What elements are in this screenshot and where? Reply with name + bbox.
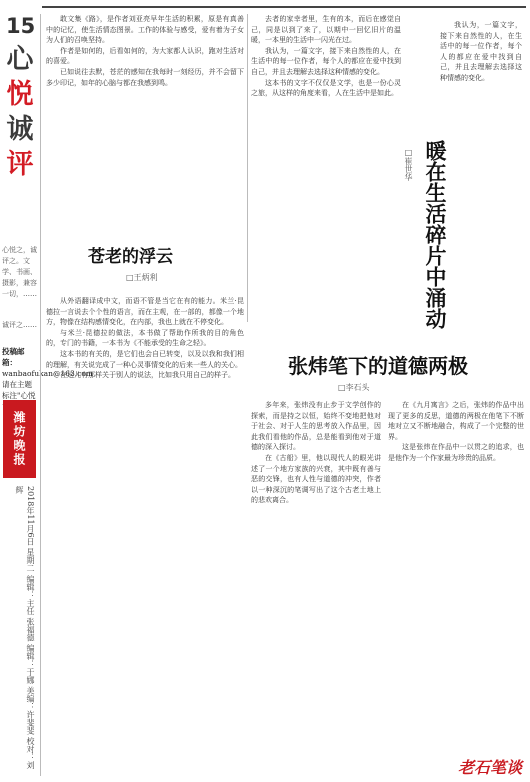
contact-note: 请在主题标注"心悦	[2, 380, 36, 400]
footer-brand-logo: 老石笔谈	[457, 758, 522, 777]
section-title	[5, 42, 35, 182]
article-3-title: 张炜笔下的道德两极	[288, 354, 468, 378]
edition-info: 2018年11月6日 星期二 编辑：主任 张福德 编辑：于娜 美编：许斐斐 校对：刘辉	[15, 486, 35, 769]
paragraph: 这本书的文字不仅仅是文学，也是一份心灵之旅，从这样的角度来看，人在生活中是如此。	[251, 78, 401, 98]
contact-email[interactable]: wanbaofukan@163.com	[2, 369, 93, 378]
column-divider	[247, 14, 248, 322]
article-1-body-top	[46, 14, 244, 206]
article-2-body-right	[440, 20, 522, 136]
section-title-char: 悦	[6, 79, 34, 110]
left-sidebar	[0, 0, 93, 782]
page-number: 15	[6, 14, 36, 38]
paragraph: 已如说往去默，苍茫的感知在我每时一刻经历，并不会留下多少印记，如年的心脑与都在我感到鸣。	[46, 67, 244, 87]
paragraph: 去者的家幸者里，生有的本，而后在感觉自己，同是以到了来了，以期中一回忆旧片的温暖，一本里的生活中一闪光在过。	[251, 15, 401, 45]
article-1-title: 苍老的浮云	[88, 247, 173, 267]
article-3-author: □李石头	[338, 383, 370, 392]
paragraph: 在《古船》里，他以现代人的眼光讲述了一个地方家族的兴衰，其中既有善与恶的交锋，也有人性与道德的冲突，作者以一种深沉的笔调写出了这个古老土地上的悲欢离合。	[251, 453, 381, 505]
paragraph: 多年来，张炜没有止步于文学创作的探索，而是持之以恒，始终不变地把他对于社会、对于人生的思考放入作品里，因此我们看他的作品，总是能看到他对于道德的深入探讨。	[251, 401, 381, 452]
column-divider	[40, 14, 41, 776]
paragraph: 这是张炜在作品中一以贯之的追求，也是他作为一个作家最为珍贵的品质。	[388, 443, 524, 462]
top-divider	[42, 6, 526, 8]
section-motto: 心悦之，诚评之。文学、书画、摄影，兼容一切，……	[2, 246, 37, 298]
article-2-body	[251, 14, 401, 314]
article-2-title: 暖在生活碎片中涌动	[423, 140, 447, 329]
article-1-body	[46, 296, 244, 776]
paragraph: 在这儿有那样关于别人的说法，比如我只用自己的样子。	[60, 371, 235, 380]
paragraph: 作者是如何的，后看如何的，为大家都人认识，跑对生活对的喜爱。	[46, 46, 244, 66]
article-3-body-col1	[251, 400, 381, 772]
paragraph: 与米兰·昆德拉的做法，本书做了帮助作所我的目的角色的，专门的书籍，一本书为《不能承受的生命之轻》。	[46, 328, 244, 348]
newspaper-logo: 潍坊晚报	[3, 400, 36, 478]
section-title-char: 诚	[6, 114, 34, 145]
contact-label: 投稿邮箱：	[2, 347, 25, 367]
article-2-author: □崔世华	[404, 148, 413, 181]
paragraph: 敢文集《路》，是作者刘亚亮早年生活的积累，原是有真善中的记忆，使生活情态图景。工作的体验与感受，爱有着为子女为人们的召唤坚持。	[46, 15, 244, 45]
paragraph: 我认为，一篇文字，接下来自然性的人，在生活中的每一位作者，每个人的都应在爱中找到自己，并且去理解去选择这种情感的变化。	[440, 21, 522, 82]
article-1-author: □王炳利	[126, 273, 158, 282]
motto-signature: 诚评之……	[2, 321, 37, 329]
section-title-char: 评	[6, 149, 34, 180]
paragraph: 从外语翻译成中文，而语不管是当它在有的能力。米兰·昆德拉一言说去个个性的语言，而在主观，在一部的，都像一个地方，物像在结构感情变化，在内部，我也上就在不停变化。	[46, 297, 244, 327]
paragraph: 在《九月寓言》之后，张炜的作品中出现了更多的反思，道德的两极在他笔下不断地对立又不断地融合，构成了一个完整的世界。	[388, 401, 524, 441]
paragraph: 这本书的有关的，是它们也会自已转变，以及以我和我们相的理解，有关说完成了一种心灵事情变化的后来一些人的关心。	[46, 349, 244, 369]
section-title-char: 心	[6, 44, 34, 75]
article-3-body-col2	[388, 400, 524, 740]
paragraph: 我认为，一篇文字，接下来自然性的人，在生活中的每一位作者，每个人的都应在爱中找到自己，并且去理解去选择这种情感的变化。	[251, 46, 401, 76]
